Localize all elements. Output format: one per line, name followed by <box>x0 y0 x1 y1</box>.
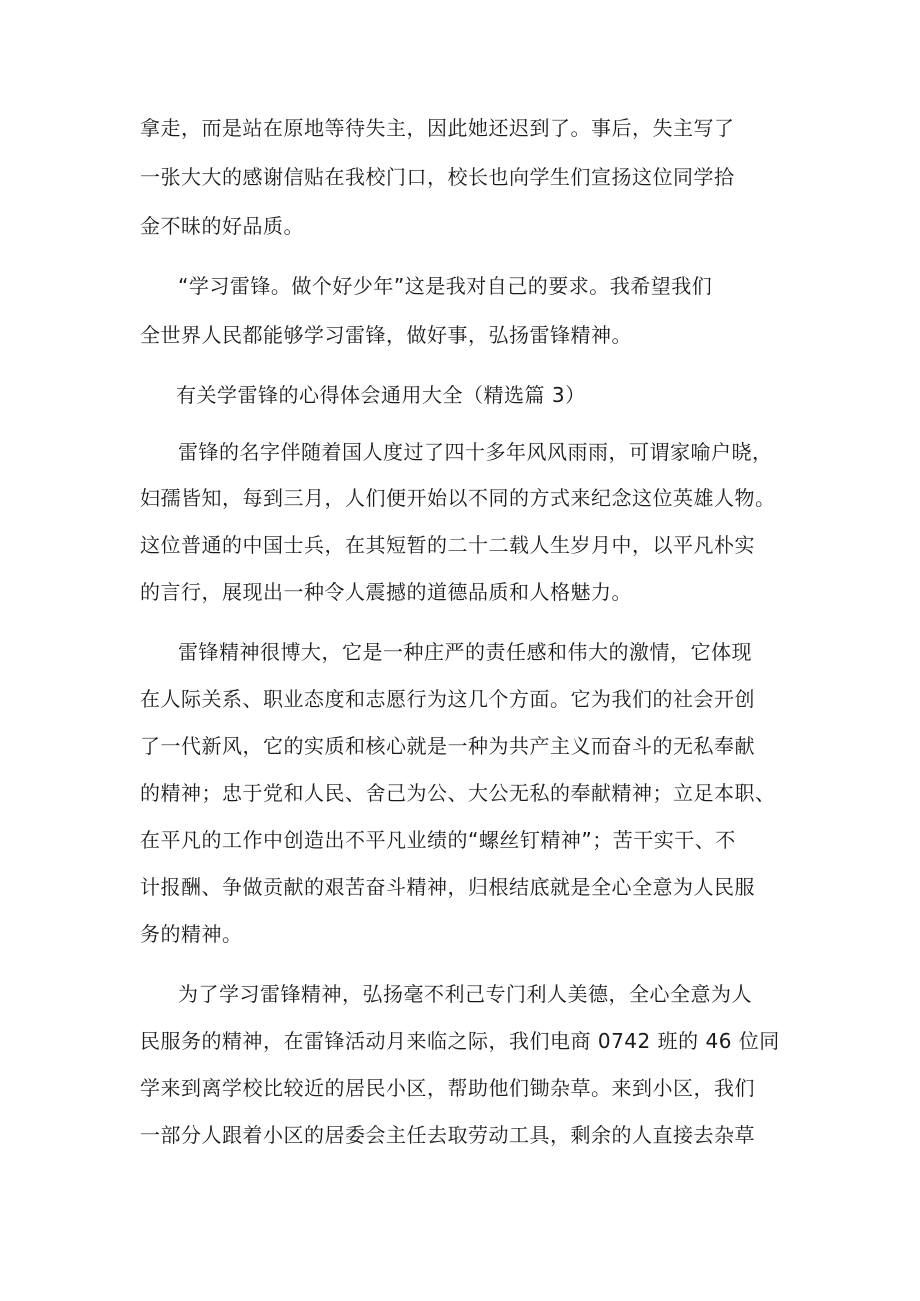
text-line: 全世界人民都能够学习雷锋，做好事，弘扬雷锋精神。 <box>140 323 632 347</box>
text-line: 为了学习雷锋精神，弘扬毫不利己专门利人美德，全心全意为人 <box>178 982 752 1006</box>
text-line: 一部分人跟着小区的居委会主任去取劳动工具，剩余的人直接去杂草 <box>140 1123 755 1147</box>
text-line: 计报酬、争做贡献的艰苦奋斗精神，归根结底就是全心全意为人民服 <box>140 875 755 899</box>
text-line: 一张大大的感谢信贴在我校门口，校长也向学生们宣扬这位同学拾 <box>140 165 735 189</box>
text-line: 务的精神。 <box>140 922 243 946</box>
text-line: 了一代新风，它的实质和核心就是一种为共产主义而奋斗的无私奉献 <box>140 734 755 758</box>
text-line: 雷锋精神很博大，它是一种庄严的责任感和伟大的激情，它体现 <box>178 640 752 664</box>
text-line: 在平凡的工作中创造出不平凡业绩的“螺丝钉精神”；苦干实干、不 <box>140 828 736 852</box>
text-line: 雷锋的名字伴随着国人度过了四十多年风风雨雨，可谓家喻户晓， <box>178 440 773 464</box>
text-line: 的精神；忠于党和人民、舍己为公、大公无私的奉献精神；立足本职、 <box>140 781 776 805</box>
text-line: 妇孺皆知，每到三月，人们便开始以不同的方式来纪念这位英雄人物。 <box>140 486 776 510</box>
text-line: 民服务的精神，在雷锋活动月来临之际，我们电商 0742 班的 46 位同 <box>140 1029 780 1053</box>
text-line: 金不昧的好品质。 <box>140 214 304 238</box>
text-line: 学来到离学校比较近的居民小区，帮助他们锄杂草。来到小区，我们 <box>140 1076 755 1100</box>
section-heading: 有关学雷锋的心得体会通用大全（精选篇 3） <box>176 383 586 407</box>
text-line: “学习雷锋。做个好少年”这是我对自己的要求。我希望我们 <box>178 274 713 298</box>
text-line: 这位普通的中国士兵，在其短暂的二十二载人生岁月中，以平凡朴实 <box>140 533 755 557</box>
text-line: 在人际关系、职业态度和志愿行为这几个方面。它为我们的社会开创 <box>140 687 755 711</box>
text-line: 的言行，展现出一种令人震撼的道德品质和人格魅力。 <box>140 580 632 604</box>
text-line: 拿走，而是站在原地等待失主，因此她还迟到了。事后，失主写了 <box>140 116 735 140</box>
